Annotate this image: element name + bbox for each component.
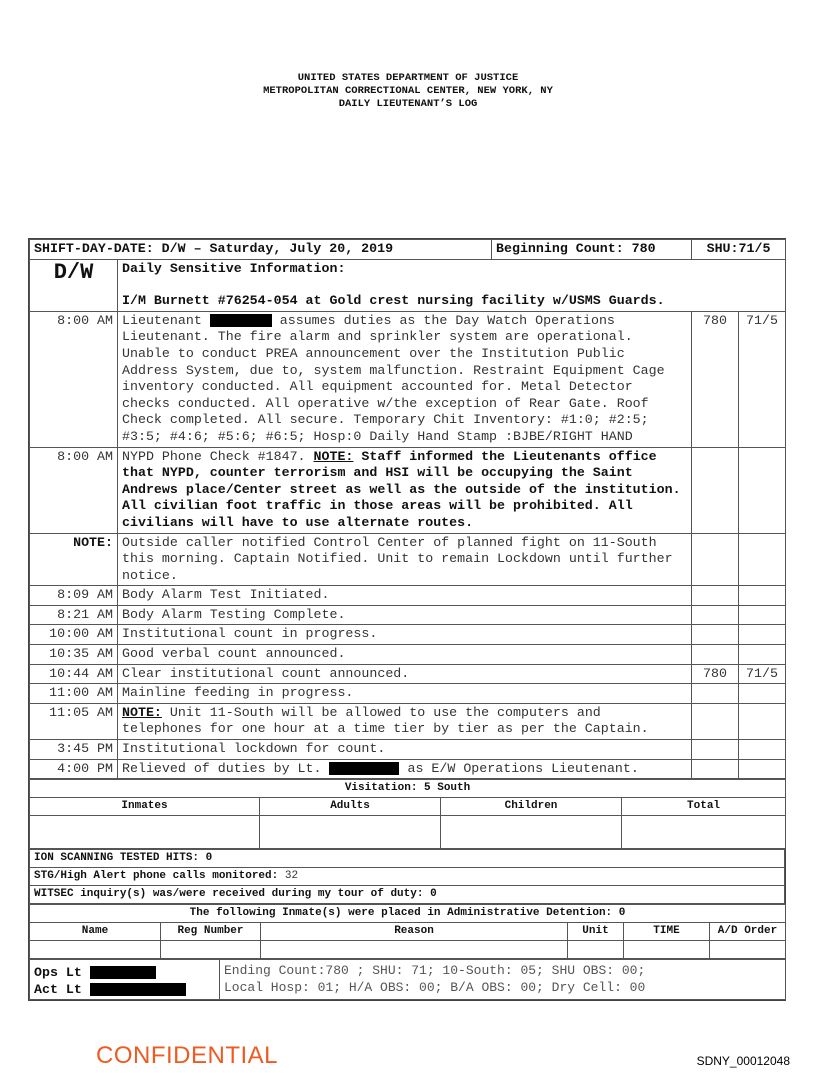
log-entry: [30, 447, 786, 533]
entry-time: 10:00 AM: [30, 625, 118, 645]
entry-count: [692, 625, 739, 645]
entry-text: Mainline feeding in progress.: [118, 684, 692, 704]
redaction-bar: [90, 966, 156, 979]
entry-time: 3:45 PM: [30, 740, 118, 760]
log-entry: [30, 684, 786, 704]
monitor-table: [29, 849, 785, 904]
entry-shu: [739, 759, 786, 779]
ad-cell: [624, 941, 710, 959]
entry-text: [118, 447, 692, 533]
ad-cell: [161, 941, 261, 959]
entry-text-plain: NYPD Phone Check #1847.: [122, 448, 306, 464]
redaction-bar: [329, 762, 399, 775]
daily-log-form: [28, 238, 786, 1001]
log-entry: [30, 703, 786, 739]
shift-code-cell: [30, 259, 118, 311]
stg-label: STG/High Alert phone calls monitored:: [34, 870, 279, 883]
entry-shu: [739, 703, 786, 739]
entry-time: 10:44 AM: [30, 664, 118, 684]
visitation-cell: [260, 816, 441, 849]
entry-count: [692, 703, 739, 739]
shu-count: SHU:71/5: [692, 240, 786, 260]
log-entry: [30, 740, 786, 760]
visitation-header-adults: Adults: [260, 798, 441, 816]
entry-shu: 71/5: [739, 311, 786, 447]
ad-header-reg-number: Reg Number: [161, 923, 261, 941]
header-line-3: DAILY LIEUTENANT’S LOG: [338, 98, 478, 110]
shift-row: [30, 240, 786, 260]
ad-cell: [710, 941, 786, 959]
entry-count: [692, 684, 739, 704]
entry-text-after: assumes duties as the Day Watch Operations Lieutenant. The fire alarm and sprinkler system are operational. Unable to conduct PREA announcement over the Institution Public Address System, due to, system malfunction. Restraint Equipment Cage inventory conducted. All equipment accounted for. Metal Detector checks conducted. All operative w/the exception of Rear Gate. Roof Check completed. All secure. Temporary Chit Inventory: #1:0; #2:5; #3:5; #4:6; #5:6; #6:5; Hosp:0 Daily Hand Stamp :BJBE/RIGHT HAND: [122, 312, 665, 444]
entry-shu: [739, 586, 786, 606]
visitation-title-row: [30, 780, 786, 798]
entry-time: 8:00 AM: [30, 447, 118, 533]
ad-cell: [568, 941, 624, 959]
entry-count: [692, 533, 739, 586]
entry-text: Institutional lockdown for count.: [118, 740, 692, 760]
ending-count-cell: [220, 960, 786, 1000]
sensitive-info-row: [30, 259, 786, 311]
ad-cell: [30, 941, 161, 959]
entry-note-label: NOTE:: [122, 704, 162, 720]
entry-text: Clear institutional count announced.: [118, 664, 692, 684]
entry-count: [692, 605, 739, 625]
entry-count: 780: [692, 664, 739, 684]
entry-text: [118, 311, 692, 447]
visitation-header-total: Total: [622, 798, 786, 816]
entry-shu: 71/5: [739, 664, 786, 684]
entry-shu: [739, 533, 786, 586]
admin-detention-title-row: [30, 905, 786, 923]
act-lt-label: Act Lt: [34, 982, 82, 998]
stg-row: [30, 868, 785, 886]
log-entry: [30, 605, 786, 625]
sensitive-info-cell: [118, 259, 786, 311]
entry-shu: [739, 625, 786, 645]
entry-shu: [739, 740, 786, 760]
visitation-header-children: Children: [441, 798, 622, 816]
shift-code: D/W: [53, 259, 94, 285]
ad-header-ad-order: A/D Order: [710, 923, 786, 941]
entry-time: 11:05 AM: [30, 703, 118, 739]
ion-scanning: ION SCANNING TESTED HITS: 0: [30, 850, 785, 868]
entry-text-before: Lieutenant: [122, 312, 202, 328]
entry-count: [692, 759, 739, 779]
header-line-2: METROPOLITAN CORRECTIONAL CENTER, NEW YORK, NY: [263, 85, 553, 97]
ad-header-reason: Reason: [261, 923, 568, 941]
entry-text: [118, 703, 692, 739]
entry-note-label: NOTE:: [313, 448, 354, 464]
ops-lt-line: [34, 964, 215, 981]
signoff-names: [30, 960, 220, 1000]
act-lt-line: [34, 981, 215, 998]
visitation-title: Visitation: 5 South: [30, 780, 786, 798]
entry-text-bold: Staff informed the Lieutenants office that NYPD, counter terrorism and HSI will be occupying the Saint Andrews place/Center street as well as the outside of the institution. All civilian foot traffic in those areas will be prohibited. All civilians will have to use alternate routes.: [122, 448, 681, 530]
log-table: [29, 239, 786, 779]
ion-scanning-row: [30, 850, 785, 868]
ad-header-name: Name: [30, 923, 161, 941]
document-header: [0, 72, 816, 111]
entry-text: Body Alarm Test Initiated.: [118, 586, 692, 606]
entry-count: [692, 645, 739, 665]
visitation-cell: [30, 816, 260, 849]
entry-count: [692, 447, 739, 533]
ad-header-unit: Unit: [568, 923, 624, 941]
entry-time: 4:00 PM: [30, 759, 118, 779]
entry-count: [692, 740, 739, 760]
ad-cell: [261, 941, 568, 959]
redaction-bar: [210, 314, 272, 327]
entry-text: Outside caller notified Control Center of planned fight on 11-South this morning. Captain Notified. Unit to remain Lockdown until further notice.: [118, 533, 692, 586]
entry-text: [118, 759, 692, 779]
admin-detention-header-row: [30, 923, 786, 941]
signoff-table: [29, 959, 786, 1000]
shift-day-date: SHIFT-DAY-DATE: D/W – Saturday, July 20, 2019: [30, 240, 492, 260]
entry-shu: [739, 645, 786, 665]
visitation-header-row: [30, 798, 786, 816]
log-entry: [30, 664, 786, 684]
log-entry: [30, 645, 786, 665]
witsec: WITSEC inquiry(s) was/were received during my tour of duty: 0: [30, 886, 785, 904]
header-line-1: UNITED STATES DEPARTMENT OF JUSTICE: [297, 72, 519, 84]
visitation-cell: [622, 816, 786, 849]
ad-header-time: TIME: [624, 923, 710, 941]
visitation-table: [29, 779, 786, 849]
log-entry: [30, 533, 786, 586]
entry-time: 8:21 AM: [30, 605, 118, 625]
entry-count: 780: [692, 311, 739, 447]
entry-time: 11:00 AM: [30, 684, 118, 704]
entry-text: Institutional count in progress.: [118, 625, 692, 645]
entry-text-after: as E/W Operations Lieutenant.: [407, 760, 639, 776]
entry-time: NOTE:: [30, 533, 118, 586]
sensitive-info-title: Daily Sensitive Information:: [122, 260, 346, 276]
log-entry: [30, 625, 786, 645]
entry-shu: [739, 684, 786, 704]
log-entry: [30, 759, 786, 779]
confidential-stamp: CONFIDENTIAL: [96, 1042, 279, 1069]
beginning-count: Beginning Count: 780: [492, 240, 692, 260]
redaction-bar: [90, 983, 186, 996]
admin-detention-empty-row: [30, 941, 786, 959]
entry-count: [692, 586, 739, 606]
ending-count-line-2: Local Hosp: 01; H/A OBS: 00; B/A OBS: 00; Dry Cell: 00: [224, 980, 646, 996]
admin-detention-table: [29, 904, 786, 959]
visitation-cell: [441, 816, 622, 849]
log-entry: [30, 311, 786, 447]
ops-lt-label: Ops Lt: [34, 965, 82, 981]
entry-shu: [739, 447, 786, 533]
entry-time: 8:00 AM: [30, 311, 118, 447]
visitation-header-inmates: Inmates: [30, 798, 260, 816]
ending-count-line-1: Ending Count:780 ; SHU: 71; 10-South: 05; SHU OBS: 00;: [224, 963, 646, 979]
log-entry: [30, 586, 786, 606]
entry-text: Body Alarm Testing Complete.: [118, 605, 692, 625]
sensitive-info-body: I/M Burnett #76254-054 at Gold crest nursing facility w/USMS Guards.: [122, 293, 665, 309]
entry-text: Good verbal count announced.: [118, 645, 692, 665]
entry-time: 8:09 AM: [30, 586, 118, 606]
visitation-empty-row: [30, 816, 786, 849]
entry-text-before: Relieved of duties by Lt.: [122, 760, 322, 776]
stg-cell: [30, 868, 785, 886]
document-id: SDNY_00012048: [696, 1054, 790, 1068]
witsec-row: [30, 886, 785, 904]
entry-text-body: Unit 11-South will be allowed to use the computers and telephones for one hour at a time tier by tier as per the Captain.: [122, 704, 649, 737]
signoff-row: [30, 960, 786, 1000]
entry-shu: [739, 605, 786, 625]
stg-value: 32: [284, 870, 299, 883]
entry-time: 10:35 AM: [30, 645, 118, 665]
admin-detention-title: The following Inmate(s) were placed in Administrative Detention: 0: [30, 905, 786, 923]
